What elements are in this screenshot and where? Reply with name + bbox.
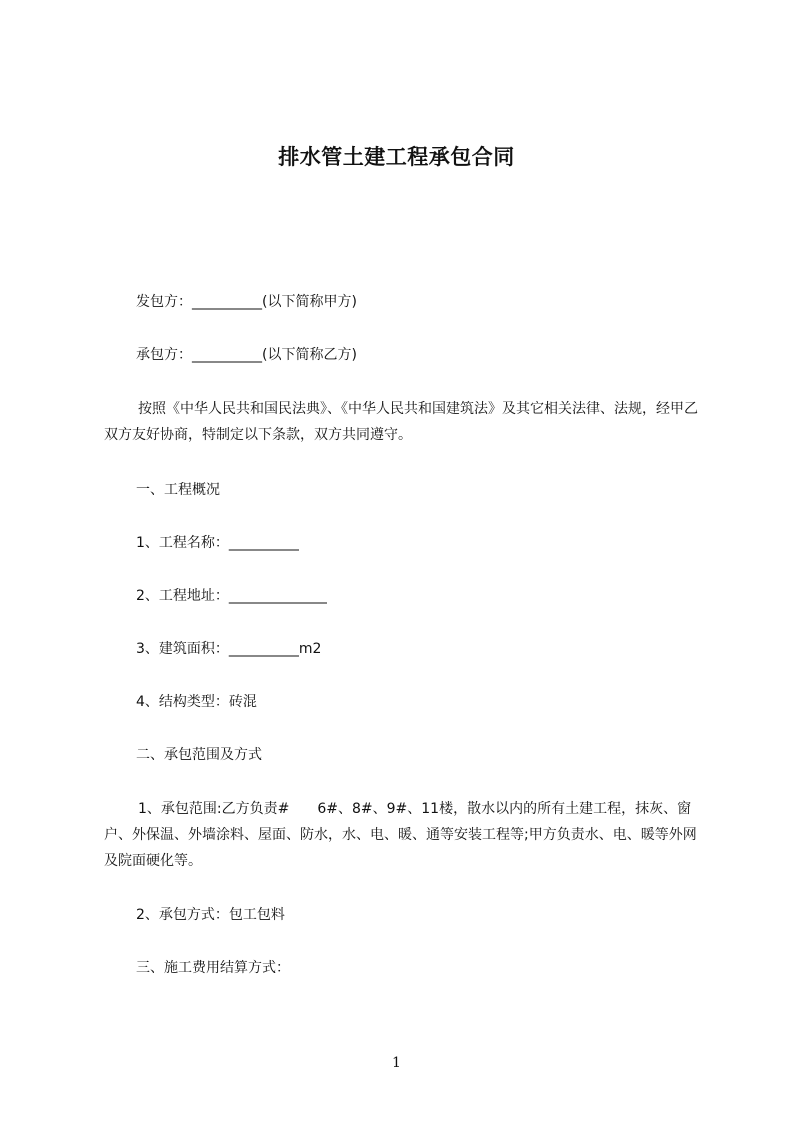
structure-type-item: 4、结构类型：砖混	[136, 694, 257, 710]
project-name-item: 1、工程名称：__________	[136, 535, 299, 551]
page-number: 1	[392, 1055, 401, 1071]
document-title: 排水管土建工程承包合同	[278, 145, 515, 169]
section-2-heading: 二、承包范围及方式	[136, 747, 262, 763]
party-b-line: 承包方：__________(以下简称乙方)	[136, 347, 357, 363]
preamble-paragraph: 按照《中华人民共和国民法典》、《中华人民共和国建筑法》及其它相关法律、法规，经甲乙双方友好协商，特制定以下条款，双方共同遵守。	[104, 401, 698, 443]
section-1-heading: 一、工程概况	[136, 482, 220, 498]
party-a-line: 发包方：__________(以下简称甲方)	[136, 294, 357, 310]
building-area-item: 3、建筑面积：__________m2	[136, 641, 322, 657]
project-address-item: 2、工程地址：______________	[136, 588, 327, 604]
section-3-heading: 三、施工费用结算方式：	[136, 960, 290, 976]
contract-method-item: 2、承包方式：包工包料	[136, 907, 285, 923]
scope-paragraph: 1、承包范围:乙方负责# 6#、8#、9#、11楼，散水以内的所有土建工程，抹灰、窗户、外保温、外墙涂料、屋面、防水，水、电、暖、通等安装工程等;甲方负责水、电、暖等外网及院面硬化等。	[104, 801, 697, 869]
